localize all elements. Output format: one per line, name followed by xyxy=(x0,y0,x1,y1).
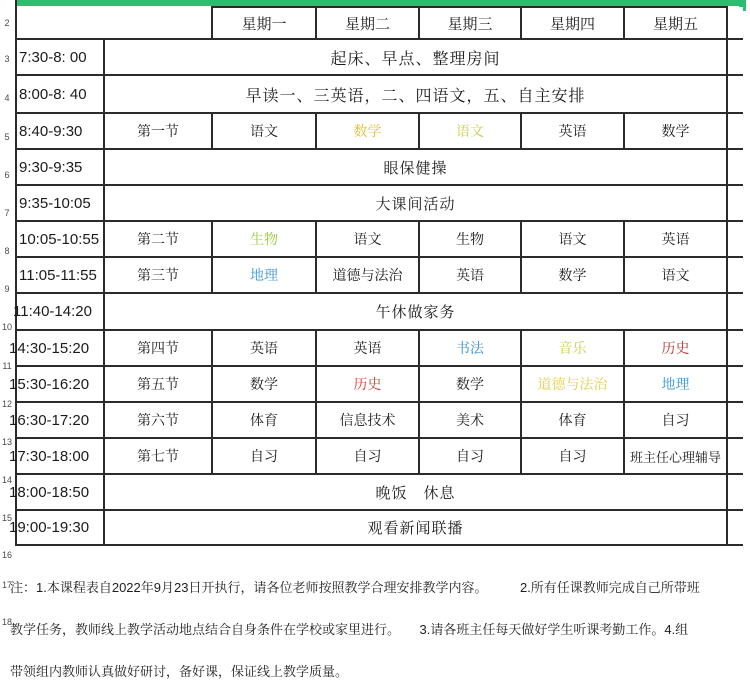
subject-cell[interactable]: 语文 xyxy=(624,257,727,293)
row-number[interactable]: 4 xyxy=(4,93,10,103)
row-number[interactable]: 12 xyxy=(1,399,12,409)
table-row xyxy=(16,185,743,221)
grid-stub xyxy=(727,293,743,330)
row-number[interactable]: 7 xyxy=(4,208,10,218)
time-cell[interactable]: 17:30-18:00 xyxy=(16,438,104,474)
empty-corner-cell[interactable] xyxy=(16,7,212,39)
table-row xyxy=(16,366,743,402)
grid-stub xyxy=(727,474,743,510)
time-cell[interactable]: 7:30-8: 00 xyxy=(16,39,104,75)
table-row xyxy=(16,438,743,474)
table-row xyxy=(16,149,743,185)
activity-cell[interactable]: 观看新闻联播 xyxy=(104,510,727,545)
time-cell[interactable]: 14:30-15:20 xyxy=(16,330,104,366)
row-number[interactable]: 17 xyxy=(1,580,12,590)
subject-cell[interactable]: 体育 xyxy=(521,402,624,438)
subject-cell[interactable]: 自习 xyxy=(212,438,316,474)
schedule-table xyxy=(9,6,743,546)
grid-stub xyxy=(727,438,743,474)
grid-stub xyxy=(727,257,743,293)
table-row xyxy=(16,221,743,257)
grid-stub xyxy=(727,113,743,149)
table-row xyxy=(16,113,743,149)
subject-cell[interactable]: 英语 xyxy=(212,330,316,366)
subject-cell[interactable]: 自习 xyxy=(521,438,624,474)
subject-cell[interactable]: 历史 xyxy=(624,330,727,366)
activity-cell[interactable]: 大课间活动 xyxy=(104,185,727,221)
subject-cell[interactable]: 信息技术 xyxy=(316,402,419,438)
subject-cell[interactable]: 英语 xyxy=(419,257,521,293)
time-cell[interactable]: 16:30-17:20 xyxy=(16,402,104,438)
row-number[interactable]: 6 xyxy=(4,170,10,180)
table-row xyxy=(16,330,743,366)
table-row xyxy=(16,402,743,438)
subject-cell[interactable]: 自习 xyxy=(419,438,521,474)
row-number[interactable]: 3 xyxy=(4,54,10,64)
subject-cell[interactable]: 地理 xyxy=(212,257,316,293)
subject-cell[interactable]: 生物 xyxy=(212,221,316,257)
subject-cell[interactable]: 美术 xyxy=(419,402,521,438)
row-number[interactable]: 9 xyxy=(4,284,10,294)
row-number[interactable]: 2 xyxy=(4,18,10,28)
grid-stub xyxy=(727,185,743,221)
subject-cell[interactable]: 道德与法治 xyxy=(521,366,624,402)
subject-cell[interactable]: 数学 xyxy=(316,113,419,149)
grid-stub xyxy=(727,366,743,402)
header-row xyxy=(16,7,743,39)
subject-cell[interactable]: 数学 xyxy=(624,113,727,149)
grid-stub xyxy=(727,7,743,39)
time-cell[interactable]: 15:30-16:20 xyxy=(16,366,104,402)
period-cell[interactable]: 第四节 xyxy=(104,330,212,366)
subject-cell[interactable]: 英语 xyxy=(624,221,727,257)
row-number[interactable]: 14 xyxy=(1,475,12,485)
day-header-monday[interactable]: 星期一 xyxy=(212,7,316,39)
time-cell[interactable]: 19:00-19:30 xyxy=(16,510,104,545)
period-cell[interactable]: 第一节 xyxy=(104,113,212,149)
time-cell[interactable]: 11:40-14:20 xyxy=(16,293,104,330)
row-number[interactable]: 10 xyxy=(1,322,12,332)
activity-cell[interactable]: 眼保健操 xyxy=(104,149,727,185)
grid-stub xyxy=(727,149,743,185)
subject-cell[interactable]: 语文 xyxy=(419,113,521,149)
row-number[interactable]: 18 xyxy=(1,617,12,627)
subject-cell[interactable]: 语文 xyxy=(316,221,419,257)
period-cell[interactable]: 第七节 xyxy=(104,438,212,474)
period-cell[interactable]: 第五节 xyxy=(104,366,212,402)
activity-cell[interactable]: 起床、早点、整理房间 xyxy=(104,39,727,75)
subject-cell[interactable]: 英语 xyxy=(316,330,419,366)
day-header-wednesday[interactable]: 星期三 xyxy=(419,7,521,39)
table-row xyxy=(16,474,743,510)
subject-cell[interactable]: 音乐 xyxy=(521,330,624,366)
time-cell[interactable]: 10:05-10:55 xyxy=(16,221,104,257)
time-cell[interactable]: 8:00-8: 40 xyxy=(16,75,104,113)
table-row xyxy=(16,39,743,75)
grid-stub xyxy=(727,402,743,438)
period-cell[interactable]: 第六节 xyxy=(104,402,212,438)
subject-cell[interactable]: 班主任心理辅导 xyxy=(624,438,727,474)
activity-cell[interactable]: 午休做家务 xyxy=(104,293,727,330)
time-cell[interactable]: 11:05-11:55 xyxy=(16,257,104,293)
time-cell[interactable]: 18:00-18:50 xyxy=(16,474,104,510)
subject-cell[interactable]: 自习 xyxy=(624,402,727,438)
row-number[interactable]: 5 xyxy=(4,132,10,142)
table-row xyxy=(16,293,743,330)
subject-cell[interactable]: 数学 xyxy=(212,366,316,402)
time-cell[interactable]: 9:35-10:05 xyxy=(16,185,104,221)
time-cell[interactable]: 9:30-9:35 xyxy=(16,149,104,185)
subject-cell[interactable]: 道德与法治 xyxy=(316,257,419,293)
day-header-tuesday[interactable]: 星期二 xyxy=(316,7,419,39)
notes-text[interactable]: 注：1.本课程表自2022年9月23日开执行，请各位老师按照教学合理安排教学内容。 2.所有任课教师完成自己所带班 教学任务，教师线上教学活动地点结合自身条件在学校或家里进行。 3.请各班主任每天做好学生听课考勤工作。4.组 带领组内教师认真做好研讨，备好课，保证线上教学质量。 xyxy=(10,580,700,679)
row-number[interactable]: 15 xyxy=(1,513,12,523)
subject-cell[interactable]: 历史 xyxy=(316,366,419,402)
subject-cell[interactable]: 生物 xyxy=(419,221,521,257)
subject-cell[interactable]: 数学 xyxy=(419,366,521,402)
activity-cell[interactable]: 晚饭 休息 xyxy=(104,474,727,510)
subject-cell[interactable]: 地理 xyxy=(624,366,727,402)
activity-cell[interactable]: 早读一、三英语，二、四语文，五、自主安排 xyxy=(104,75,727,113)
grid-stub xyxy=(727,510,743,545)
subject-cell[interactable]: 数学 xyxy=(521,257,624,293)
table-row xyxy=(16,257,743,293)
subject-cell[interactable]: 自习 xyxy=(316,438,419,474)
subject-cell[interactable]: 语文 xyxy=(521,221,624,257)
period-cell[interactable]: 第三节 xyxy=(104,257,212,293)
row-number[interactable]: 11 xyxy=(2,361,12,371)
time-cell[interactable]: 8:40-9:30 xyxy=(16,113,104,149)
grid-stub xyxy=(727,330,743,366)
day-header-thursday[interactable]: 星期四 xyxy=(521,7,624,39)
row-number[interactable]: 16 xyxy=(1,550,12,560)
row-number[interactable]: 8 xyxy=(4,246,10,256)
subject-cell[interactable]: 体育 xyxy=(212,402,316,438)
subject-cell[interactable]: 书法 xyxy=(419,330,521,366)
row-number[interactable]: 13 xyxy=(1,437,12,447)
subject-cell[interactable]: 语文 xyxy=(212,113,316,149)
table-row xyxy=(16,510,743,545)
subject-cell[interactable]: 英语 xyxy=(521,113,624,149)
day-header-friday[interactable]: 星期五 xyxy=(624,7,727,39)
period-cell[interactable]: 第二节 xyxy=(104,221,212,257)
grid-stub xyxy=(727,39,743,75)
grid-stub xyxy=(727,75,743,113)
table-row xyxy=(16,75,743,113)
grid-stub xyxy=(727,221,743,257)
